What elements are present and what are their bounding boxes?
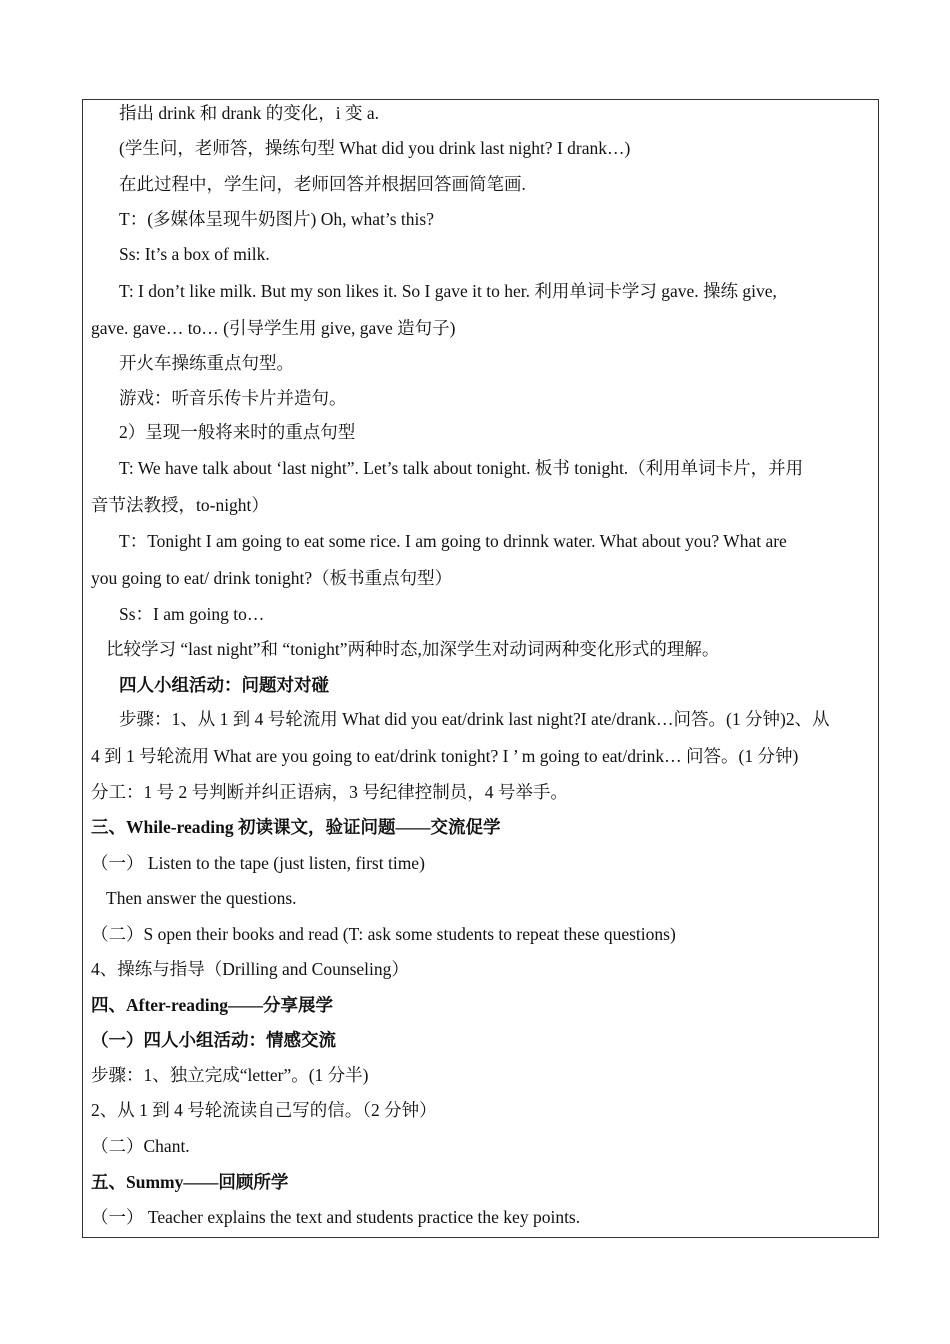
- text-line: 2）呈现一般将来时的重点句型: [119, 422, 356, 442]
- text-line: 游戏：听音乐传卡片并造句。: [119, 388, 347, 408]
- text-line: （二）Chant.: [91, 1136, 190, 1156]
- text-line: 分工：1 号 2 号判断并纠正语病，3 号纪律控制员，4 号举手。: [91, 782, 568, 802]
- text-line: you going to eat/ drink tonight?（板书重点句型）: [91, 568, 453, 588]
- text-line: （一） Listen to the tape (just listen, first time): [91, 853, 425, 873]
- text-line: 步骤：1、独立完成“letter”。(1 分半): [91, 1065, 369, 1085]
- text-line: （一） Teacher explains the text and students practice the key points.: [91, 1207, 581, 1227]
- text-line: 4、操练与指导（Drilling and Counseling）: [91, 959, 409, 979]
- text-line: T: We have talk about ‘last night”. Let’s talk about tonight. 板书 tonight.（利用单词卡片，并用: [119, 458, 804, 478]
- text-line: 四人小组活动：问题对对碰: [119, 675, 329, 695]
- text-line: 指出 drink 和 drank 的变化，i 变 a.: [119, 103, 380, 123]
- text-line: T: I don’t like milk. But my son likes it. So I gave it to her. 利用单词卡学习 gave. 操练 give,: [119, 281, 777, 301]
- text-line: 音节法教授，to-night）: [91, 495, 269, 515]
- text-line: （二）S open their books and read (T: ask some students to repeat these questions): [91, 924, 676, 944]
- text-line: 步骤：1、从 1 到 4 号轮流用 What did you eat/drink last night?I ate/drank…问答。(1 分钟)2、从: [119, 709, 830, 729]
- text-line: Then answer the questions.: [106, 888, 297, 908]
- text-line: 2、从 1 到 4 号轮流读自己写的信。（2 分钟）: [91, 1100, 437, 1120]
- text-line: Ss：I am going to…: [119, 604, 265, 624]
- text-line: T：(多媒体呈现牛奶图片) Oh, what’s this?: [119, 209, 434, 229]
- text-line: Ss: It’s a box of milk.: [119, 244, 270, 264]
- text-line: 开火车操练重点句型。: [119, 353, 294, 373]
- text-line: gave. gave… to… (引导学生用 give, gave 造句子): [91, 318, 456, 338]
- text-line: 五、Summy——回顾所学: [91, 1172, 289, 1192]
- text-line: 三、While-reading 初读课文，验证问题——交流促学: [91, 817, 501, 837]
- text-line: 4 到 1 号轮流用 What are you going to eat/drink tonight? I ’ m going to eat/drink… 问答。(1 分钟): [91, 746, 799, 766]
- text-line: (学生问，老师答，操练句型 What did you drink last night? I drank…): [119, 138, 631, 158]
- text-line: （一）四人小组活动：情感交流: [91, 1030, 336, 1050]
- text-line: 在此过程中，学生问，老师回答并根据回答画简笔画.: [119, 174, 526, 194]
- text-line: 四、After-reading——分享展学: [91, 995, 334, 1015]
- text-line: T：Tonight I am going to eat some rice. I am going to drinnk water. What about you? What are: [119, 531, 787, 551]
- text-line: 比较学习 “last night”和 “tonight”两种时态,加深学生对动词两种变化形式的理解。: [106, 639, 720, 659]
